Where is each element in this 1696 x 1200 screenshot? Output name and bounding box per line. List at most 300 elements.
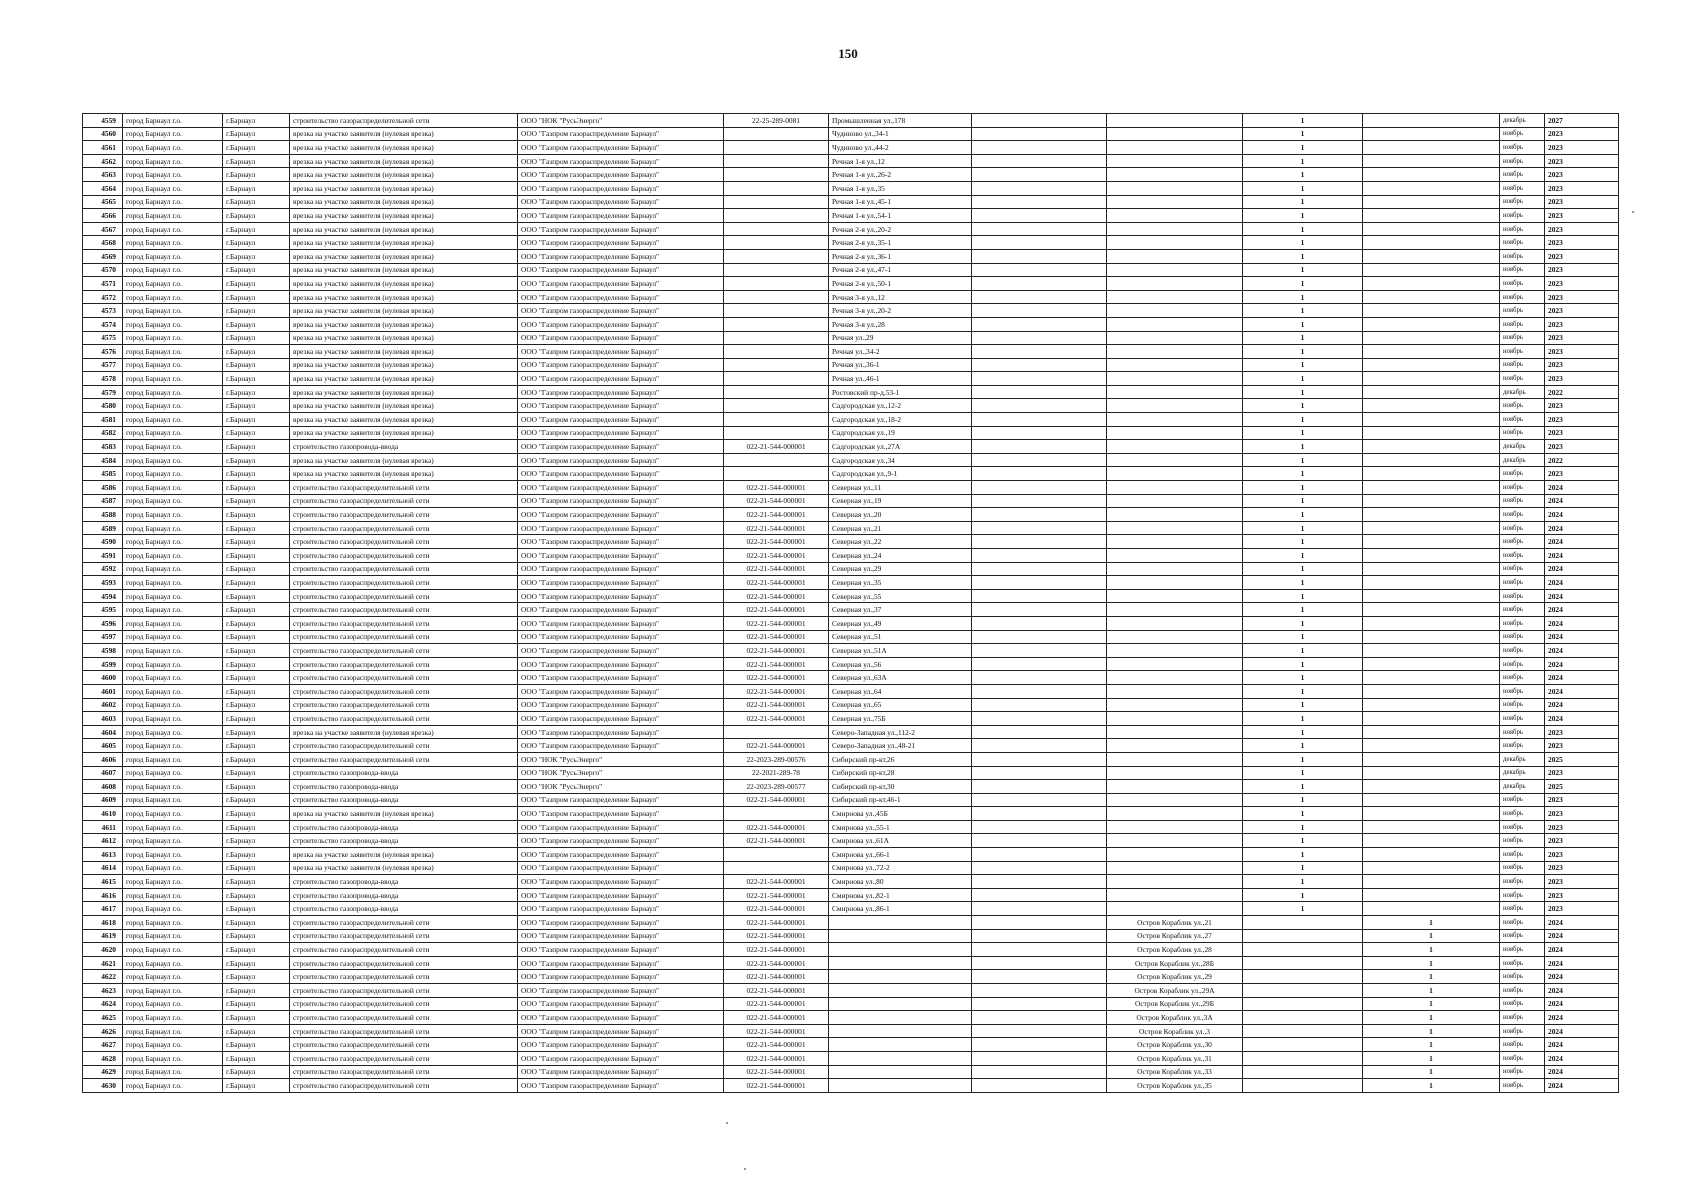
row-number-cell: 4602 (83, 698, 123, 712)
table-row (83, 317, 1619, 331)
work-type-cell: строительство газораспределительной сети (290, 684, 518, 698)
settlement-cell: г.Барнаул (223, 712, 290, 726)
work-type-cell: врезка на участке заявителя (нулевая врезка) (290, 236, 518, 250)
address-cell: Северная ул.,19 (829, 494, 972, 508)
completion-month-cell: ноябрь (1500, 807, 1545, 821)
settlement-cell: г.Барнаул (223, 984, 290, 998)
completion-month-cell: ноябрь (1500, 372, 1545, 386)
municipality-cell: город Барнаул г.о. (123, 141, 223, 155)
address-cell: Смирнова ул.,61А (829, 834, 972, 848)
organization-cell: ООО "Газпром газораспределение Барнаул" (518, 535, 724, 549)
count-primary-cell: 1 (1243, 698, 1363, 712)
organization-cell: ООО "Газпром газораспределение Барнаул" (518, 222, 724, 236)
address-cell: Северная ул.,64 (829, 684, 972, 698)
settlement-cell: г.Барнаул (223, 494, 290, 508)
municipality-cell: город Барнаул г.о. (123, 616, 223, 630)
row-number-cell: 4615 (83, 875, 123, 889)
organization-cell: ООО "Газпром газораспределение Барнаул" (518, 277, 724, 291)
count-secondary-cell (1363, 290, 1500, 304)
work-type-cell: строительство газораспределительной сети (290, 698, 518, 712)
work-type-cell: врезка на участке заявителя (нулевая врезка) (290, 725, 518, 739)
municipality-cell: город Барнаул г.о. (123, 114, 223, 128)
settlement-cell: г.Барнаул (223, 440, 290, 454)
count-secondary-cell (1363, 521, 1500, 535)
row-number-cell: 4588 (83, 508, 123, 522)
count-primary-cell: 1 (1243, 888, 1363, 902)
address-alt-cell (1107, 820, 1243, 834)
settlement-cell: г.Барнаул (223, 684, 290, 698)
settlement-cell: г.Барнаул (223, 181, 290, 195)
empty-cell-cell (972, 494, 1107, 508)
table-row (83, 277, 1619, 291)
completion-month-cell: ноябрь (1500, 358, 1545, 372)
count-primary-cell: 1 (1243, 426, 1363, 440)
count-secondary-cell (1363, 657, 1500, 671)
address-cell: Садгородская ул.,12-2 (829, 399, 972, 413)
count-primary-cell: 1 (1243, 331, 1363, 345)
count-secondary-cell (1363, 535, 1500, 549)
count-primary-cell: 1 (1243, 508, 1363, 522)
municipality-cell: город Барнаул г.о. (123, 399, 223, 413)
address-alt-cell (1107, 807, 1243, 821)
municipality-cell: город Барнаул г.о. (123, 181, 223, 195)
organization-cell: ООО "Газпром газораспределение Барнаул" (518, 616, 724, 630)
row-number-cell: 4611 (83, 820, 123, 834)
count-secondary-cell (1363, 671, 1500, 685)
address-cell (829, 1079, 972, 1093)
completion-month-cell: ноябрь (1500, 290, 1545, 304)
completion-month-cell: ноябрь (1500, 671, 1545, 685)
settlement-cell: г.Барнаул (223, 249, 290, 263)
work-type-cell: строительство газопровода-ввода (290, 902, 518, 916)
row-number-cell: 4628 (83, 1051, 123, 1065)
organization-cell: ООО "Газпром газораспределение Барнаул" (518, 154, 724, 168)
work-type-cell: врезка на участке заявителя (нулевая врезка) (290, 277, 518, 291)
empty-cell-cell (972, 372, 1107, 386)
work-type-cell: строительство газораспределительной сети (290, 916, 518, 930)
completion-month-cell: ноябрь (1500, 657, 1545, 671)
table-row (83, 739, 1619, 753)
organization-cell: ООО "Газпром газораспределение Барнаул" (518, 725, 724, 739)
address-alt-cell (1107, 521, 1243, 535)
table-row (83, 766, 1619, 780)
completion-month-cell: ноябрь (1500, 956, 1545, 970)
row-number-cell: 4560 (83, 127, 123, 141)
table-row (83, 576, 1619, 590)
table-row (83, 943, 1619, 957)
table-row (83, 413, 1619, 427)
count-secondary-cell: 1 (1363, 997, 1500, 1011)
organization-cell: ООО "Газпром газораспределение Барнаул" (518, 657, 724, 671)
organization-cell: ООО "Газпром газораспределение Барнаул" (518, 956, 724, 970)
municipality-cell: город Барнаул г.о. (123, 385, 223, 399)
address-cell: Речная 1-я ул.,45-1 (829, 195, 972, 209)
settlement-cell: г.Барнаул (223, 616, 290, 630)
completion-year-cell: 2023 (1545, 467, 1619, 481)
completion-month-cell: ноябрь (1500, 277, 1545, 291)
municipality-cell: город Барнаул г.о. (123, 807, 223, 821)
registry-number-cell: 022-21-544-000001 (724, 1024, 829, 1038)
count-primary-cell (1243, 1079, 1363, 1093)
count-secondary-cell (1363, 181, 1500, 195)
count-primary-cell: 1 (1243, 712, 1363, 726)
registry-number-cell (724, 263, 829, 277)
address-alt-cell (1107, 576, 1243, 590)
count-primary-cell: 1 (1243, 413, 1363, 427)
count-secondary-cell (1363, 739, 1500, 753)
count-primary-cell: 1 (1243, 589, 1363, 603)
table-body (83, 114, 1619, 1093)
completion-year-cell: 2023 (1545, 345, 1619, 359)
work-type-cell: строительство газопровода-ввода (290, 766, 518, 780)
settlement-cell: г.Барнаул (223, 331, 290, 345)
work-type-cell: врезка на участке заявителя (нулевая врезка) (290, 304, 518, 318)
address-alt-cell (1107, 114, 1243, 128)
empty-cell-cell (972, 780, 1107, 794)
settlement-cell: г.Барнаул (223, 481, 290, 495)
address-alt-cell: Остров Кораблик ул.,3 (1107, 1024, 1243, 1038)
count-primary-cell: 1 (1243, 603, 1363, 617)
registry-number-cell (724, 358, 829, 372)
address-alt-cell: Остров Кораблик ул.,29Б (1107, 997, 1243, 1011)
table-row (83, 453, 1619, 467)
row-number-cell: 4594 (83, 589, 123, 603)
table-row (83, 535, 1619, 549)
empty-cell-cell (972, 929, 1107, 943)
table-row (83, 508, 1619, 522)
address-alt-cell (1107, 181, 1243, 195)
completion-month-cell: ноябрь (1500, 141, 1545, 155)
organization-cell: ООО "Газпром газораспределение Барнаул" (518, 168, 724, 182)
settlement-cell: г.Барнаул (223, 195, 290, 209)
empty-cell-cell (972, 603, 1107, 617)
table-row (83, 114, 1619, 128)
municipality-cell: город Барнаул г.о. (123, 1051, 223, 1065)
row-number-cell: 4583 (83, 440, 123, 454)
registry-number-cell (724, 848, 829, 862)
count-primary-cell (1243, 943, 1363, 957)
row-number-cell: 4605 (83, 739, 123, 753)
organization-cell: ООО "Газпром газораспределение Барнаул" (518, 181, 724, 195)
completion-month-cell: ноябрь (1500, 603, 1545, 617)
address-alt-cell (1107, 793, 1243, 807)
address-alt-cell (1107, 535, 1243, 549)
municipality-cell: город Барнаул г.о. (123, 1079, 223, 1093)
address-cell: Промышленная ул.,178 (829, 114, 972, 128)
empty-cell-cell (972, 1051, 1107, 1065)
settlement-cell: г.Барнаул (223, 834, 290, 848)
completion-year-cell: 2024 (1545, 1011, 1619, 1025)
count-secondary-cell (1363, 807, 1500, 821)
table-row (83, 780, 1619, 794)
empty-cell-cell (972, 820, 1107, 834)
work-type-cell: строительство газораспределительной сети (290, 1079, 518, 1093)
municipality-cell: город Барнаул г.о. (123, 834, 223, 848)
organization-cell: ООО "Газпром газораспределение Барнаул" (518, 848, 724, 862)
municipality-cell: город Барнаул г.о. (123, 467, 223, 481)
work-type-cell: врезка на участке заявителя (нулевая врезка) (290, 222, 518, 236)
settlement-cell: г.Барнаул (223, 997, 290, 1011)
work-type-cell: строительство газораспределительной сети (290, 1038, 518, 1052)
settlement-cell: г.Барнаул (223, 589, 290, 603)
address-cell: Сибирский пр-кт,26 (829, 752, 972, 766)
completion-month-cell: ноябрь (1500, 549, 1545, 563)
work-type-cell: строительство газораспределительной сети (290, 752, 518, 766)
address-alt-cell (1107, 657, 1243, 671)
row-number-cell: 4569 (83, 249, 123, 263)
table-row (83, 820, 1619, 834)
empty-cell-cell (972, 1011, 1107, 1025)
municipality-cell: город Барнаул г.о. (123, 494, 223, 508)
address-cell (829, 1024, 972, 1038)
count-secondary-cell (1363, 562, 1500, 576)
address-cell: Смирнова ул.,72-2 (829, 861, 972, 875)
empty-cell-cell (972, 141, 1107, 155)
municipality-cell: город Барнаул г.о. (123, 725, 223, 739)
row-number-cell: 4607 (83, 766, 123, 780)
completion-month-cell: ноябрь (1500, 725, 1545, 739)
empty-cell-cell (972, 916, 1107, 930)
empty-cell-cell (972, 222, 1107, 236)
completion-year-cell: 2023 (1545, 807, 1619, 821)
address-alt-cell (1107, 589, 1243, 603)
work-type-cell: врезка на участке заявителя (нулевая врезка) (290, 331, 518, 345)
address-cell: Северная ул.,65 (829, 698, 972, 712)
registry-number-cell (724, 317, 829, 331)
count-primary-cell: 1 (1243, 630, 1363, 644)
completion-year-cell: 2025 (1545, 752, 1619, 766)
empty-cell-cell (972, 861, 1107, 875)
row-number-cell: 4562 (83, 154, 123, 168)
completion-year-cell: 2024 (1545, 657, 1619, 671)
empty-cell-cell (972, 549, 1107, 563)
address-cell: Смирнова ул.,80 (829, 875, 972, 889)
registry-number-cell: 22-2023-289-00577 (724, 780, 829, 794)
empty-cell-cell (972, 997, 1107, 1011)
count-primary-cell: 1 (1243, 263, 1363, 277)
settlement-cell: г.Барнаул (223, 698, 290, 712)
municipality-cell: город Барнаул г.о. (123, 154, 223, 168)
completion-year-cell: 2023 (1545, 372, 1619, 386)
table-row (83, 793, 1619, 807)
empty-cell-cell (972, 943, 1107, 957)
work-type-cell: строительство газопровода-ввода (290, 888, 518, 902)
settlement-cell: г.Барнаул (223, 127, 290, 141)
count-primary-cell (1243, 1024, 1363, 1038)
work-type-cell: строительство газораспределительной сети (290, 481, 518, 495)
work-type-cell: строительство газораспределительной сети (290, 535, 518, 549)
count-primary-cell: 1 (1243, 345, 1363, 359)
count-primary-cell: 1 (1243, 657, 1363, 671)
completion-month-cell: ноябрь (1500, 997, 1545, 1011)
table-row (83, 725, 1619, 739)
municipality-cell: город Барнаул г.о. (123, 888, 223, 902)
municipality-cell: город Барнаул г.о. (123, 739, 223, 753)
registry-number-cell: 022-21-544-000001 (724, 970, 829, 984)
work-type-cell: врезка на участке заявителя (нулевая врезка) (290, 345, 518, 359)
settlement-cell: г.Барнаул (223, 752, 290, 766)
address-cell: Северная ул.,22 (829, 535, 972, 549)
row-number-cell: 4609 (83, 793, 123, 807)
address-alt-cell: Остров Кораблик ул.,35 (1107, 1079, 1243, 1093)
count-secondary-cell (1363, 684, 1500, 698)
work-type-cell: строительство газораспределительной сети (290, 616, 518, 630)
organization-cell: ООО "Газпром газораспределение Барнаул" (518, 684, 724, 698)
registry-number-cell (724, 195, 829, 209)
table-row (83, 929, 1619, 943)
address-cell: Речная 3-я ул.,28 (829, 317, 972, 331)
count-primary-cell: 1 (1243, 209, 1363, 223)
completion-year-cell: 2023 (1545, 725, 1619, 739)
count-secondary-cell (1363, 222, 1500, 236)
completion-month-cell: ноябрь (1500, 1051, 1545, 1065)
organization-cell: ООО "Газпром газораспределение Барнаул" (518, 916, 724, 930)
municipality-cell: город Барнаул г.о. (123, 589, 223, 603)
work-type-cell: строительство газопровода-ввода (290, 820, 518, 834)
completion-year-cell: 2024 (1545, 630, 1619, 644)
address-alt-cell (1107, 195, 1243, 209)
completion-month-cell: ноябрь (1500, 494, 1545, 508)
municipality-cell: город Барнаул г.о. (123, 277, 223, 291)
organization-cell: ООО "Газпром газораспределение Барнаул" (518, 888, 724, 902)
municipality-cell: город Барнаул г.о. (123, 453, 223, 467)
completion-month-cell: ноябрь (1500, 616, 1545, 630)
work-type-cell: строительство газораспределительной сети (290, 1065, 518, 1079)
count-secondary-cell (1363, 440, 1500, 454)
settlement-cell: г.Барнаул (223, 453, 290, 467)
address-alt-cell (1107, 888, 1243, 902)
completion-year-cell: 2024 (1545, 508, 1619, 522)
count-primary-cell (1243, 1065, 1363, 1079)
empty-cell-cell (972, 1079, 1107, 1093)
address-cell: Северная ул.,55 (829, 589, 972, 603)
empty-cell-cell (972, 413, 1107, 427)
organization-cell: ООО "Газпром газораспределение Барнаул" (518, 521, 724, 535)
registry-number-cell: 022-21-544-000001 (724, 834, 829, 848)
address-cell: Северо-Западная ул.,112-2 (829, 725, 972, 739)
count-secondary-cell (1363, 698, 1500, 712)
row-number-cell: 4610 (83, 807, 123, 821)
address-cell: Смирнова ул.,55-1 (829, 820, 972, 834)
address-cell: Речная ул.,29 (829, 331, 972, 345)
row-number-cell: 4596 (83, 616, 123, 630)
table-row (83, 712, 1619, 726)
count-secondary-cell (1363, 168, 1500, 182)
work-type-cell: строительство газораспределительной сети (290, 739, 518, 753)
address-alt-cell (1107, 848, 1243, 862)
registry-number-cell: 022-21-544-000001 (724, 820, 829, 834)
empty-cell-cell (972, 739, 1107, 753)
municipality-cell: город Барнаул г.о. (123, 358, 223, 372)
completion-month-cell: ноябрь (1500, 739, 1545, 753)
work-type-cell: врезка на участке заявителя (нулевая врезка) (290, 195, 518, 209)
registry-number-cell: 022-21-544-000001 (724, 902, 829, 916)
completion-month-cell: декабрь (1500, 114, 1545, 128)
table-row (83, 752, 1619, 766)
registry-number-cell: 022-21-544-000001 (724, 1011, 829, 1025)
count-secondary-cell: 1 (1363, 970, 1500, 984)
work-type-cell: строительство газопровода-ввода (290, 440, 518, 454)
settlement-cell: г.Барнаул (223, 861, 290, 875)
address-alt-cell (1107, 684, 1243, 698)
count-secondary-cell (1363, 277, 1500, 291)
count-primary-cell (1243, 1051, 1363, 1065)
count-primary-cell: 1 (1243, 290, 1363, 304)
table-row (83, 263, 1619, 277)
completion-month-cell: ноябрь (1500, 902, 1545, 916)
settlement-cell: г.Барнаул (223, 521, 290, 535)
completion-month-cell: ноябрь (1500, 929, 1545, 943)
registry-number-cell: 022-21-544-000001 (724, 630, 829, 644)
table-row (83, 834, 1619, 848)
completion-month-cell: ноябрь (1500, 984, 1545, 998)
empty-cell-cell (972, 834, 1107, 848)
count-primary-cell (1243, 916, 1363, 930)
count-secondary-cell: 1 (1363, 916, 1500, 930)
count-secondary-cell (1363, 875, 1500, 889)
count-primary-cell: 1 (1243, 752, 1363, 766)
count-secondary-cell (1363, 549, 1500, 563)
completion-month-cell: ноябрь (1500, 317, 1545, 331)
registry-number-cell (724, 331, 829, 345)
municipality-cell: город Барнаул г.о. (123, 331, 223, 345)
registry-number-cell (724, 181, 829, 195)
count-secondary-cell (1363, 848, 1500, 862)
table-row (83, 1011, 1619, 1025)
row-number-cell: 4576 (83, 345, 123, 359)
address-cell (829, 943, 972, 957)
municipality-cell: город Барнаул г.о. (123, 222, 223, 236)
organization-cell: ООО "Газпром газораспределение Барнаул" (518, 793, 724, 807)
count-secondary-cell (1363, 127, 1500, 141)
address-alt-cell (1107, 549, 1243, 563)
empty-cell-cell (972, 249, 1107, 263)
municipality-cell: город Барнаул г.о. (123, 929, 223, 943)
municipality-cell: город Барнаул г.о. (123, 195, 223, 209)
count-secondary-cell (1363, 413, 1500, 427)
address-alt-cell (1107, 644, 1243, 658)
settlement-cell: г.Барнаул (223, 766, 290, 780)
address-cell: Северная ул.,11 (829, 481, 972, 495)
row-number-cell: 4616 (83, 888, 123, 902)
count-secondary-cell (1363, 249, 1500, 263)
registry-number-cell: 022-21-544-000001 (724, 1038, 829, 1052)
count-primary-cell: 1 (1243, 440, 1363, 454)
registry-number-cell: 022-21-544-000001 (724, 875, 829, 889)
count-primary-cell: 1 (1243, 902, 1363, 916)
empty-cell-cell (972, 236, 1107, 250)
organization-cell: ООО "Газпром газораспределение Барнаул" (518, 413, 724, 427)
completion-year-cell: 2023 (1545, 793, 1619, 807)
organization-cell: ООО "Газпром газораспределение Барнаул" (518, 1011, 724, 1025)
registry-number-cell (724, 453, 829, 467)
completion-year-cell: 2023 (1545, 222, 1619, 236)
completion-year-cell: 2024 (1545, 589, 1619, 603)
count-primary-cell: 1 (1243, 549, 1363, 563)
organization-cell: ООО "Газпром газораспределение Барнаул" (518, 195, 724, 209)
registry-number-cell: 022-21-544-000001 (724, 929, 829, 943)
count-secondary-cell: 1 (1363, 1065, 1500, 1079)
organization-cell: ООО "Газпром газораспределение Барнаул" (518, 127, 724, 141)
settlement-cell: г.Барнаул (223, 290, 290, 304)
registry-number-cell: 022-21-544-000001 (724, 1079, 829, 1093)
settlement-cell: г.Барнаул (223, 209, 290, 223)
settlement-cell: г.Барнаул (223, 358, 290, 372)
completion-year-cell: 2024 (1545, 603, 1619, 617)
registry-number-cell: 022-21-544-000001 (724, 440, 829, 454)
organization-cell: ООО "Газпром газораспределение Барнаул" (518, 1079, 724, 1093)
work-type-cell: строительство газораспределительной сети (290, 114, 518, 128)
